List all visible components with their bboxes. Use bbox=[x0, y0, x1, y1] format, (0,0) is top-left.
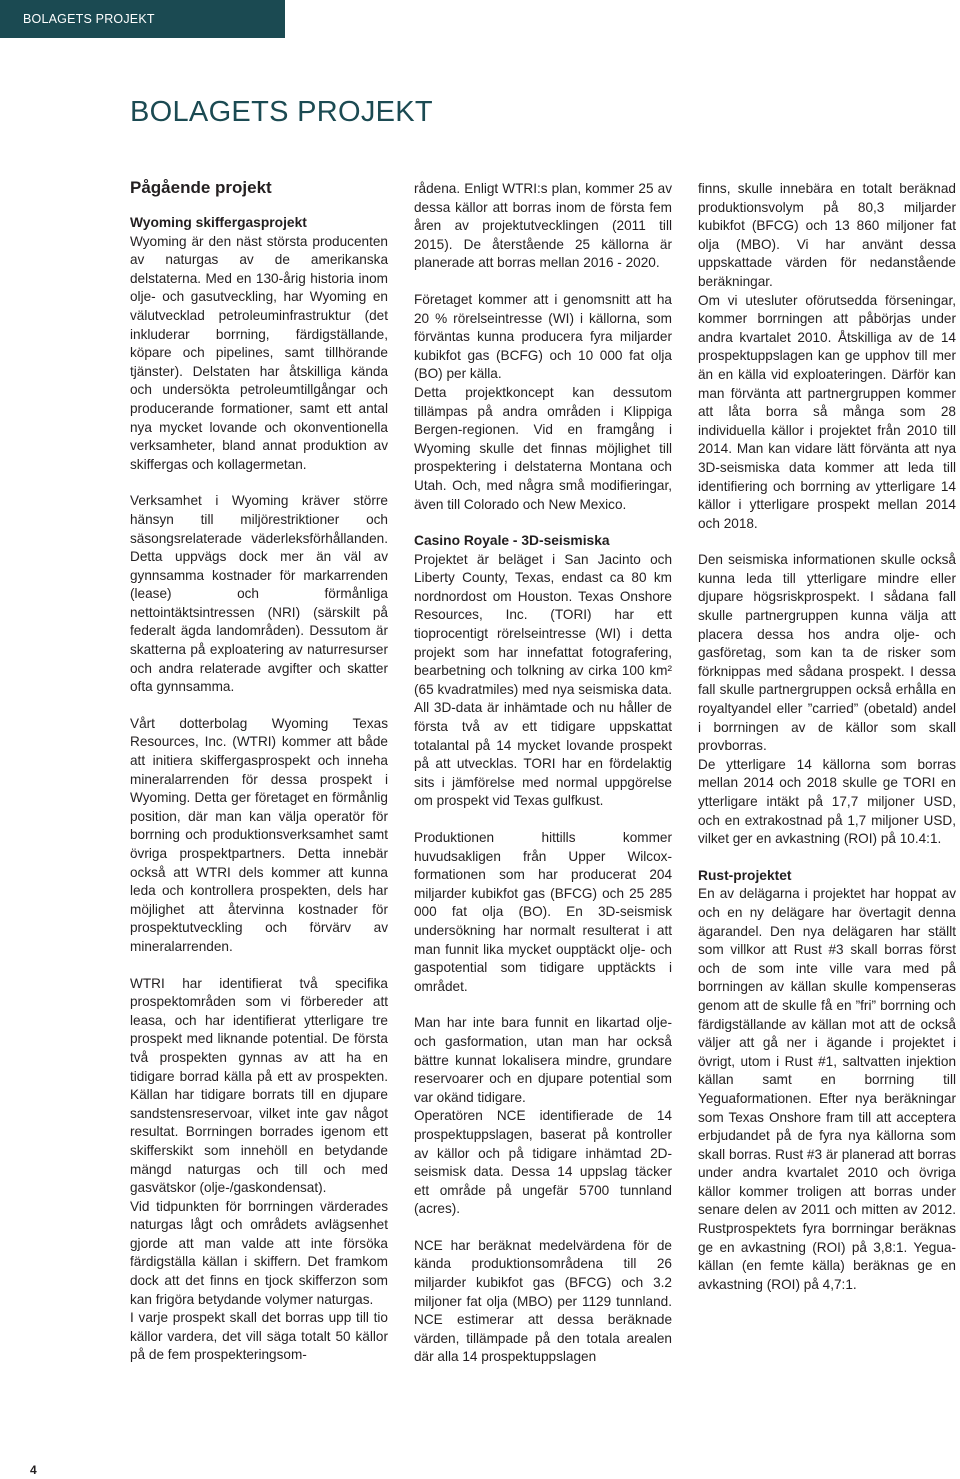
section-tab bbox=[0, 0, 285, 38]
paragraph: Om vi utesluter oförutsedda förseningar, kommer borrningen att påbörjas under andra kvartalet 2010. Åtskilliga av de 14 prospektuppslagen kan ge upphov till mer än en källa vid exploateringen. Därför kan man förvänta att partnergruppen kommer att låta borra så många som 28 individuella källor i projektet från 2010 till 2014. Man kan vidare lätt förvänta att nya 3D-seismiska data kommer att leda till identifiering och borrning av ytterligare 14 källor i ytterligare prospekt mellan 2014 och 2018. bbox=[698, 292, 956, 531]
paragraph: Vid tidpunkten för borrningen värderades naturgas lågt och områdets avlägsenhet gjorde att man valde att inte försöka färdigställa källan i skiffern. Det framkom dock att det finns en tjock skifferzon som kan frigöra betydande volymer naturgas. bbox=[130, 1198, 388, 1307]
text-column-3 bbox=[698, 180, 956, 1294]
paragraph: Wyoming är den näst största producenten av naturgas av de amerikanska delstaterna. Med en 130-årig historia inom olje- och gasutveckling, har Wyoming en välutvecklad petroleuminfrastruktur (det inkluderar borrning, färdigställande, köpare och pipelines, samt tillhörande tjänster). Delstaten har åtskilliga kända och undersökta petroleumtillgångar och producerande formationer, samt ett antal nya mycket lovande och okonventionella verksamheter, bland annat produktion av skiffergas och kollagermetan. bbox=[130, 233, 388, 472]
paragraph: Företaget kommer att i genomsnitt att ha 20 % rörelseintresse (WI) i källorna, som förväntas kunna producera fyra miljarder kubikfot gas (BCFG) och 10 000 fat olja (BO) per källa. bbox=[414, 291, 672, 382]
paragraph: WTRI har identifierat två specifika prospektområden som vi förbereder att leasa, och har identifierat ytterligare tre prospekt med liknande potential. De första två prospekten gynnas av att ha en tidigare borrad källa på ett av prospekten. Källan har tidigare borrats till en djupare sandstensreservoar, vilket inte gav något resultat. Borrningen borrades igenom ett skifferskikt som innehöll en betydande mängd naturgas och till och med gasvätskor (olje-/gaskondensat). bbox=[130, 975, 388, 1196]
paragraph: Projektet är beläget i San Jacinto och Liberty County, Texas, endast ca 80 km nordnordost om Houston. Texas Onshore Resources, Inc. (TORI) har ett tioprocentigt rörelseintresse (WI) i detta projekt som har innefattat fotografering, bearbetning och tolkning av cirka 100 km² (65 kvadratmiles) med nya seismiska data. All 3D-data är inhämtade och nu håller de första två av ett tidigare uppskattat totalantal på 14 mycket lovande prospekt på att utvecklas. TORI har en fördelaktig sits i jämförelse med normal uppgörelse om prospekt vid Texas gulfkust. bbox=[414, 551, 672, 809]
paragraph: finns, skulle innebära en totalt beräknad produktionsvolym på 80,3 miljarder kubikfot (BFCG) och 13 860 miljoner fat olja (MBO). Vi har använt dessa uppskattade värden för nedanstående beräkningar. bbox=[698, 181, 956, 289]
subheading-wyoming: Wyoming skiffergasprojekt bbox=[130, 215, 307, 230]
paragraph: En av delägarna i projektet har hoppat av och en ny delägare har övertagit denna ägarandel. Den nya delägaren har ställt som villkor att Rust #3 skall borras först och de som inte ville vara med på borrningen av källan skulle kompenseras genom att de skulle få en ”fri” borrning och färdigställande av källan mot att de också väljer att gå ner i ägande i projektet i övrigt, utom i Rust #1, saltvatten injektion källan samt en borrning till Yeguaformationen. Efter nya beräkningar som Texas Onshore fram till att acceptera erbjudandet på de fyra nya källorna som skall borras. Rust #3 är planerad att borras under andra kvartalet 2010 och övriga källor kommer troligen att borras under senare delen av 2011 och mitten av 2012. Rustprospektets fyra borrningar beräknas ge en avkastning (ROI) på 3,8:1. Yegua-källan (en femte källa) beräknas ge en avkastning (ROI) på 4,7:1. bbox=[698, 886, 956, 1292]
paragraph: rådena. Enligt WTRI:s plan, kommer 25 av dessa källor att borras inom de första fem åren av projektutvecklingen (2011 till 2015). De återstående 25 källorna är planerade att borras mellan 2016 - 2020. bbox=[414, 181, 672, 271]
section-heading: Pågående projekt bbox=[130, 178, 272, 197]
text-column-2 bbox=[414, 180, 672, 1367]
paragraph: I varje prospekt skall det borras upp till tio källor vardera, det vill säga totalt 50 källor på de fem prospekteringsom- bbox=[130, 1310, 388, 1363]
paragraph: Operatören NCE identifierade de 14 prospektuppslagen, baserat på kontroller av källor och på tidigare inhämtad 2D-seismisk data. Dessa 14 uppslag täcker ett område på ungefär 5700 tunnland (acres). bbox=[414, 1108, 672, 1217]
paragraph: Den seismiska informationen skulle också kunna leda till ytterligare mindre eller djupare högsriskprospekt. I sådana fall skulle partnergruppen kunna välja att placera dessa hos andra olje- och gasföretag, som kan ta de risker som förknippas med sådana prospekt. I dessa fall skulle partnergruppen också erhålla en royaltyandel eller ”carried” (obetald) andel i borrningen av de källor som skall provborras. bbox=[698, 552, 956, 754]
paragraph: Detta projektkoncept kan dessutom tillämpas på andra områden i Klippiga Bergen-regionen. Vid en framgång i Wyoming skulle det finnas möjlighet till prospektering i delstaterna Montana och Utah. Och, med några små modifieringar, även till Colorado och New Mexico. bbox=[414, 384, 672, 512]
page-number: 4 bbox=[30, 1463, 37, 1477]
paragraph: NCE har beräknat medelvärdena för de kända produktionsområdena till 26 miljarder kubikfot gas (BFCG) och 3.2 miljoner fat olja (MBO) per 1129 tunnland. NCE estimerar att dessa beräknade värden, tillämpade på den totala arealen där alla 14 prospektuppslagen bbox=[414, 1237, 672, 1365]
paragraph: Verksamhet i Wyoming kräver större hänsyn till miljörestriktioner och säsongsrelaterade väderleksförhållanden. Detta uppvägs dock mer än väl av gynnsamma kostnader för markarrenden (lease) och förmånliga nettointäktsintressen (NRI) (särskilt på federalt ägda landområden). Dessutom är skatterna på exploatering av naturresurser och andra relaterade avgifter och skatter ofta gynnsamma. bbox=[130, 493, 388, 695]
text-column-1 bbox=[130, 176, 388, 1365]
subheading-casino-royale: Casino Royale - 3D-seismiska bbox=[414, 533, 610, 549]
section-tab-label: BOLAGETS PROJEKT bbox=[23, 12, 155, 26]
paragraph: Vårt dotterbolag Wyoming Texas Resources, Inc. (WTRI) kommer att både att initiera skiffergasprospekt och inneha mineralarrenden för dessa prospekt i Wyoming. Detta ger företaget en förmånlig position, där man kan välja operatör för borrning och produktionsverksamhet samt övriga prospektpartners. Detta innebär också att WTRI dels kommer att kunna leda och kontrollera prospekten, dels har möjlighet att återvinna kostnader för prospektutveckling och förvärv av mineralarrenden. bbox=[130, 715, 388, 954]
page-title: BOLAGETS PROJEKT bbox=[130, 96, 433, 128]
subheading-rust-projektet: Rust-projektet bbox=[698, 867, 792, 883]
paragraph: De ytterligare 14 källorna som borras mellan 2014 och 2018 skulle ge TORI en ytterligare intäkt på 17,7 miljoner USD, och en extrakostnad på 1,7 miljoner USD, vilket ger en avkastning (ROI) på 10.4:1. bbox=[698, 756, 956, 847]
paragraph: Produktionen hittills kommer huvudsakligen från Upper Wilcox-formationen som har producerat 204 miljarder kubikfot gas (BFCG) och 25 285 000 fat olja (BO). En 3D-seismisk undersökning har normalt resulterat i att man funnit lika mycket oupptäckt olje- och gaspotential som tidigare upptäckts i området. bbox=[414, 830, 672, 994]
paragraph: Man har inte bara funnit en likartad olje- och gasformation, utan man har också bättre kunnat lokalisera mindre, grundare reservoarer och en djupare potential som var okänd tidigare. bbox=[414, 1015, 672, 1105]
